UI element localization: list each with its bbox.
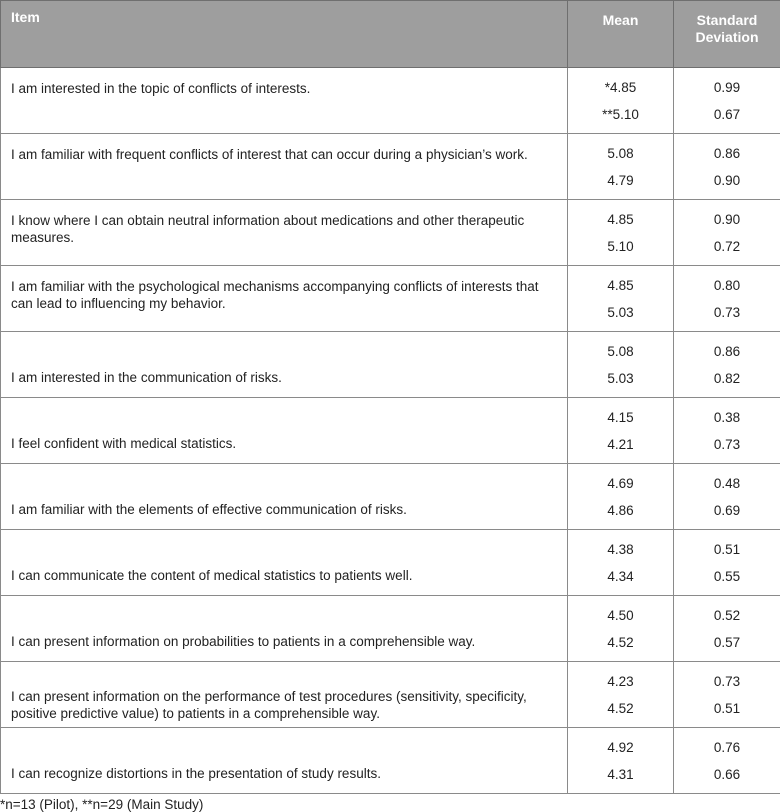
- header-sd-line2: Deviation: [674, 29, 780, 46]
- mean-cell: [568, 662, 674, 728]
- item-cell: [1, 728, 568, 794]
- item-cell: [1, 662, 568, 728]
- sd-value: 0.51: [714, 541, 740, 568]
- item-text: I feel confident with medical statistics.: [1, 398, 567, 452]
- mean-value: 4.50: [607, 607, 633, 634]
- sd-value: 0.90: [714, 172, 740, 199]
- sd-cell: [674, 398, 780, 464]
- sd-value: 0.52: [714, 607, 740, 634]
- sd-value: 0.73: [714, 304, 740, 331]
- item-cell: [1, 398, 568, 464]
- sd-cell: [674, 68, 780, 134]
- sd-value: 0.86: [714, 343, 740, 370]
- mean-cell: [568, 266, 674, 332]
- item-text: I can present information on the performance of test procedures (sensitivity, specificity, positive predictive value) to patients in a comprehensible way.: [1, 662, 567, 722]
- mean-value: 4.85: [607, 211, 633, 238]
- mean-value: 4.34: [607, 568, 633, 595]
- mean-cell: [568, 728, 674, 794]
- table-row: [1, 596, 780, 662]
- mean-value: 4.38: [607, 541, 633, 568]
- sd-value: 0.48: [714, 475, 740, 502]
- mean-value: 5.03: [607, 304, 633, 331]
- header-item: Item: [1, 1, 568, 68]
- header-row: [1, 1, 780, 68]
- item-text: I know where I can obtain neutral information about medications and other therapeutic measures.: [1, 200, 567, 246]
- table-row: [1, 332, 780, 398]
- sd-value: 0.86: [714, 145, 740, 172]
- mean-value: 4.21: [607, 436, 633, 463]
- sd-value: 0.76: [714, 739, 740, 766]
- item-cell: [1, 530, 568, 596]
- sd-value: 0.82: [714, 370, 740, 397]
- item-cell: [1, 596, 568, 662]
- item-cell: [1, 464, 568, 530]
- sd-cell: [674, 332, 780, 398]
- sd-value: 0.99: [714, 79, 740, 106]
- footnote: *n=13 (Pilot), **n=29 (Main Study): [0, 794, 780, 812]
- table-row: [1, 530, 780, 596]
- sd-value: 0.80: [714, 277, 740, 304]
- mean-value: 4.86: [607, 502, 633, 529]
- sd-value: 0.51: [714, 700, 740, 727]
- mean-value: 5.08: [607, 343, 633, 370]
- table-row: [1, 464, 780, 530]
- mean-value: 4.52: [607, 634, 633, 661]
- item-cell: [1, 68, 568, 134]
- item-cell: [1, 200, 568, 266]
- sd-value: 0.57: [714, 634, 740, 661]
- mean-value: 4.92: [607, 739, 633, 766]
- sd-cell: [674, 200, 780, 266]
- mean-cell: [568, 398, 674, 464]
- header-mean: Mean: [568, 1, 674, 68]
- mean-cell: [568, 530, 674, 596]
- sd-cell: [674, 530, 780, 596]
- sd-value: 0.72: [714, 238, 740, 265]
- item-cell: [1, 266, 568, 332]
- item-cell: [1, 134, 568, 200]
- sd-cell: [674, 266, 780, 332]
- mean-value: 4.23: [607, 673, 633, 700]
- table-row: [1, 266, 780, 332]
- mean-value: **5.10: [602, 106, 639, 133]
- item-text: I am familiar with the psychological mechanisms accompanying conflicts of interests that can lead to influencing my behavior.: [1, 266, 567, 312]
- sd-value: 0.73: [714, 436, 740, 463]
- mean-cell: [568, 68, 674, 134]
- item-text: I am interested in the topic of conflicts of interests.: [1, 68, 567, 97]
- table-row: [1, 134, 780, 200]
- item-text: I am familiar with frequent conflicts of interest that can occur during a physician’s work.: [1, 134, 567, 163]
- mean-cell: [568, 332, 674, 398]
- sd-cell: [674, 596, 780, 662]
- item-text: I am familiar with the elements of effective communication of risks.: [1, 464, 567, 518]
- item-text: I can recognize distortions in the presentation of study results.: [1, 728, 567, 782]
- sd-cell: [674, 464, 780, 530]
- table-row: [1, 728, 780, 794]
- sd-value: 0.38: [714, 409, 740, 436]
- table-row: [1, 200, 780, 266]
- sd-cell: [674, 134, 780, 200]
- mean-value: 4.79: [607, 172, 633, 199]
- mean-value: 4.52: [607, 700, 633, 727]
- header-standard-deviation: [674, 1, 780, 68]
- table-row: [1, 68, 780, 134]
- sd-value: 0.69: [714, 502, 740, 529]
- mean-value: 5.03: [607, 370, 633, 397]
- mean-value: 5.10: [607, 238, 633, 265]
- item-text: I can communicate the content of medical statistics to patients well.: [1, 530, 567, 584]
- sd-value: 0.66: [714, 766, 740, 793]
- mean-cell: [568, 134, 674, 200]
- mean-value: 5.08: [607, 145, 633, 172]
- item-text: I can present information on probabilities to patients in a comprehensible way.: [1, 596, 567, 650]
- mean-cell: [568, 464, 674, 530]
- table-row: [1, 398, 780, 464]
- table-row: [1, 662, 780, 728]
- sd-value: 0.73: [714, 673, 740, 700]
- mean-value: 4.69: [607, 475, 633, 502]
- sd-value: 0.67: [714, 106, 740, 133]
- mean-value: 4.85: [607, 277, 633, 304]
- mean-value: 4.15: [607, 409, 633, 436]
- mean-cell: [568, 200, 674, 266]
- sd-cell: [674, 728, 780, 794]
- item-cell: [1, 332, 568, 398]
- mean-cell: [568, 596, 674, 662]
- sd-value: 0.90: [714, 211, 740, 238]
- item-text: I am interested in the communication of risks.: [1, 332, 567, 386]
- mean-value: *4.85: [605, 79, 637, 106]
- sd-cell: [674, 662, 780, 728]
- sd-value: 0.55: [714, 568, 740, 595]
- header-sd-line1: Standard: [674, 12, 780, 29]
- mean-value: 4.31: [607, 766, 633, 793]
